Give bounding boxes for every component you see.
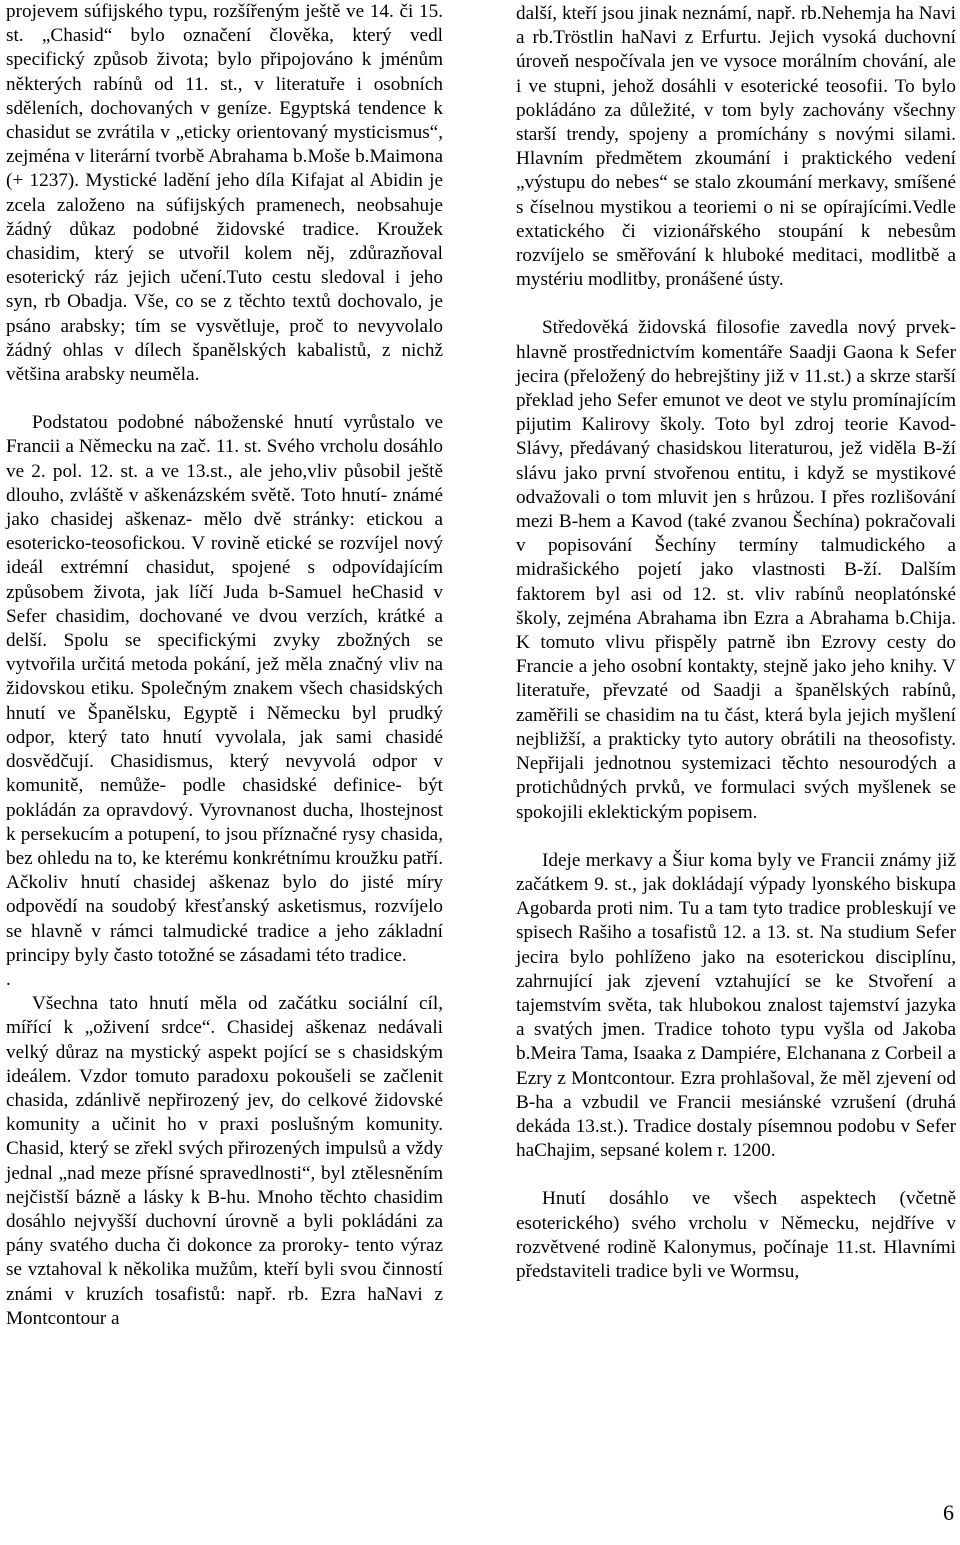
page-number: 6	[943, 1500, 954, 1525]
right-paragraph-4: Hnutí dosáhlo ve všech aspektech (včetně esoterického) svého vrcholu v Německu, nejdříve v rozvětvené rodině Kalonymus, počínaje 11.st. Hlavními představiteli tradice byli ve Wormsu,	[516, 1188, 956, 1282]
left-paragraph-3: .	[6, 968, 11, 990]
left-paragraph-1: projevem súfijského typu, rozšířeným ještě ve 14. či 15. st. „Chasid“ bylo označení člověka, který vedl specifický způsob života; bylo připojováno k jménům některých rabínů od 11. st., v literatuře i osobních sděleních, dochovaných v geníze. Egyptská tendence k chasidut se zvrátila v „eticky orientovaný mysticismus“, zejména v literární tvorbě Abrahama b.Moše b.Maimona (+ 1237). Mystické ladění jeho díla Kifajat al Abidin je zcela založeno na súfijských pramenech, neobsahuje žádný důkaz podobné židovské tradice. Kroužek chasidim, který se utvořil kolem něj, zdůrazňoval esoterický ráz jejich učení.Tuto cestu sledoval i jeho syn, rb Obadja. Vše, co se z těchto textů dochovalo, je psáno arabsky; tím se vysvětluje, proč to nevyvolalo žádný ohlas v dílech španělských kabalistů, z nichž většina arabsky neuměla.	[6, 1, 443, 386]
left-column	[6, 0, 443, 1331]
right-paragraph-3: Ideje merkavy a Šiur koma byly ve Francii známy již začátkem 9. st., jak dokládají výpady lyonského biskupa Agobarda proti nim. Tu a tam tyto tradice probleskují ve spisech Rašiho a tosafistů 12. a 13. st. Na studium Sefer jecira bylo pohlíženo jako na esoterickou disciplínu, zahrnující jak zjevení vztahující se ke Stvoření a tajemstvím světa, tak hlubokou znalost tajemství jazyka a svatých jmen. Tradice tohoto typu vyšla od Jakoba b.Meira Tama, Isaaka z Dampiére, Elchanana z Corbeil a Ezry z Montcontour. Ezra prohlašoval, že měl zjevení od B-ha a vzbudil ve Francii mesiánské vzrušení (druhá dekáda 13.st.). Tradice dostaly písemnou podobu v Sefer haChajim, sepsané kolem r. 1200.	[516, 849, 956, 1162]
right-column	[516, 2, 956, 1284]
right-paragraph-2: Středověká židovská filosofie zavedla nový prvek- hlavně prostřednictvím komentáře Saadji Gaona k Sefer jecira (přeložený do hebrejštiny již v 11.st.) a skrze starší překlad jeho Sefer emunot ve deot ve stylu promínajícím pijutim Kalirovy školy. Toto byl zdroj teorie Kavod-Slávy, předávaný chasidskou literaturou, jež viděla B-ží slávu jako první stvořenou entitu, i když se mystikové odvažovali o tom mluvit jen s hrůzou. I přes rozlišování mezi B-hem a Kavod (také zvanou Šechína) pokračovali v popisování Šechíny termíny talmudického a midrašického pojetí jako vlastnosti B-ží. Dalším faktorem byl asi od 12. st. vliv rabínů neoplatónské školy, zejména Abrahama ibn Ezra a Abrahama b.Chija. K tomuto vlivu přispěly patrně ibn Ezrovy cesty do Francie a jeho osobní kontakty, stejně jako jeho knihy. V literatuře, převzaté od Saadji a španělských rabínů, zaměřili se chasidim na tu část, která byla jejich myšlení nejbližší, a prakticky tyto autory obrátili na theosofisty. Nepřijali jednotnou systemizaci těchto nesourodých a protichůdných prvků, ve formulaci svých myšlenek se spokojili eklektickým popisem.	[516, 317, 956, 823]
left-paragraph-4: Všechna tato hnutí měla od začátku sociální cíl, mířící k „oživení srdce“. Chasidej aškenaz nedávali velký důraz na mystický aspekt pojící se s chasidským ideálem. Vzdor tomuto paradoxu pokoušeli se začlenit chasida, zdánlivě nepřirozený jev, do celkové židovské komunity a učinit ho v praxi poslušným komunity. Chasid, který se zřekl svých přirozených impulsů a vždy jednal „nad meze přísné spravedlnosti“, byl ztělesněním nejčistší bázně a lásky k B-hu. Mnoho těchto chasidim dosáhlo nejvyšší duchovní úrovně a byli pokládáni za pány svatého ducha či dokonce za proroky- tento výraz se vztahoval k několika mužům, kteří byli svou činností známi v kruzích tosafistů: např. rb. Ezra haNavi z Montcontour a	[6, 993, 443, 1329]
left-paragraph-2: Podstatou podobné náboženské hnutí vyrůstalo ve Francii a Německu na zač. 11. st. Svého vrcholu dosáhlo ve 2. pol. 12. st. a ve 13.st., ale jeho,vliv působil ještě dlouho, zvláště v aškenázském světě. Toto hnutí- známé jako chasidej aškenaz- mělo dvě stránky: etickou a esotericko-teosofickou. V rovině etické se rozvíjel nový ideál extrémní chasidut, spojené s odpovídajícím způsobem života, jak líčí Juda b-Samuel heChasid v Sefer chasidim, dochované ve dvou verzích, krátké a delší. Spolu se specifickými zvyky zbožných se vytvořila určitá metoda pokání, jež měla značný vliv na židovskou etiku. Společným znakem všech chasidských hnutí ve Španělsku, Egyptě i Německu byl prudký odpor, který tato hnutí vyvolala, jak sami chasidé dosvědčují. Chasidismus, který nevyvolá odpor v komunitě, nemůže- podle chasidské definice- být pokládán za opravdový. Vyrovnanost ducha, lhostejnost k persekucím a potupení, to jsou příznačné rysy chasida, bez ohledu na to, ke kterému konkrétnímu kroužku patří. Ačkoliv hnutí chasidej aškenaz bylo do jisté míry odpovědí na soudobý křesťanský asketismus, rozvíjelo se hlavně v rámci talmudické tradice a jeho základní principy byly často totožné se zásadami této tradice.	[6, 412, 443, 966]
right-paragraph-1: další, kteří jsou jinak neznámí, např. rb.Nehemja ha Navi a rb.Tröstlin haNavi z Erfurtu. Jejich vysoká duchovní úroveň nespočívala jen ve vysoce morálním chování, ale i ve stupni, jehož dosáhli v esoterické teosofii. To bylo pokládáno za důležité, v tom byly zachovány všechny starší trendy, spojeny a promíchány s novými silami. Hlavním předmětem zkoumání i praktického vedení „výstupu do nebes“ se stalo zkoumání merkavy, smíšené s číselnou mystikou a teoriemi o ni se opírajícími.Vedle extatického či vizionářského stoupání k nebesům rozvíjelo se směřování k hluboké meditaci, modlitbě a mystériu modlitby, pronášené ústy.	[516, 3, 956, 291]
